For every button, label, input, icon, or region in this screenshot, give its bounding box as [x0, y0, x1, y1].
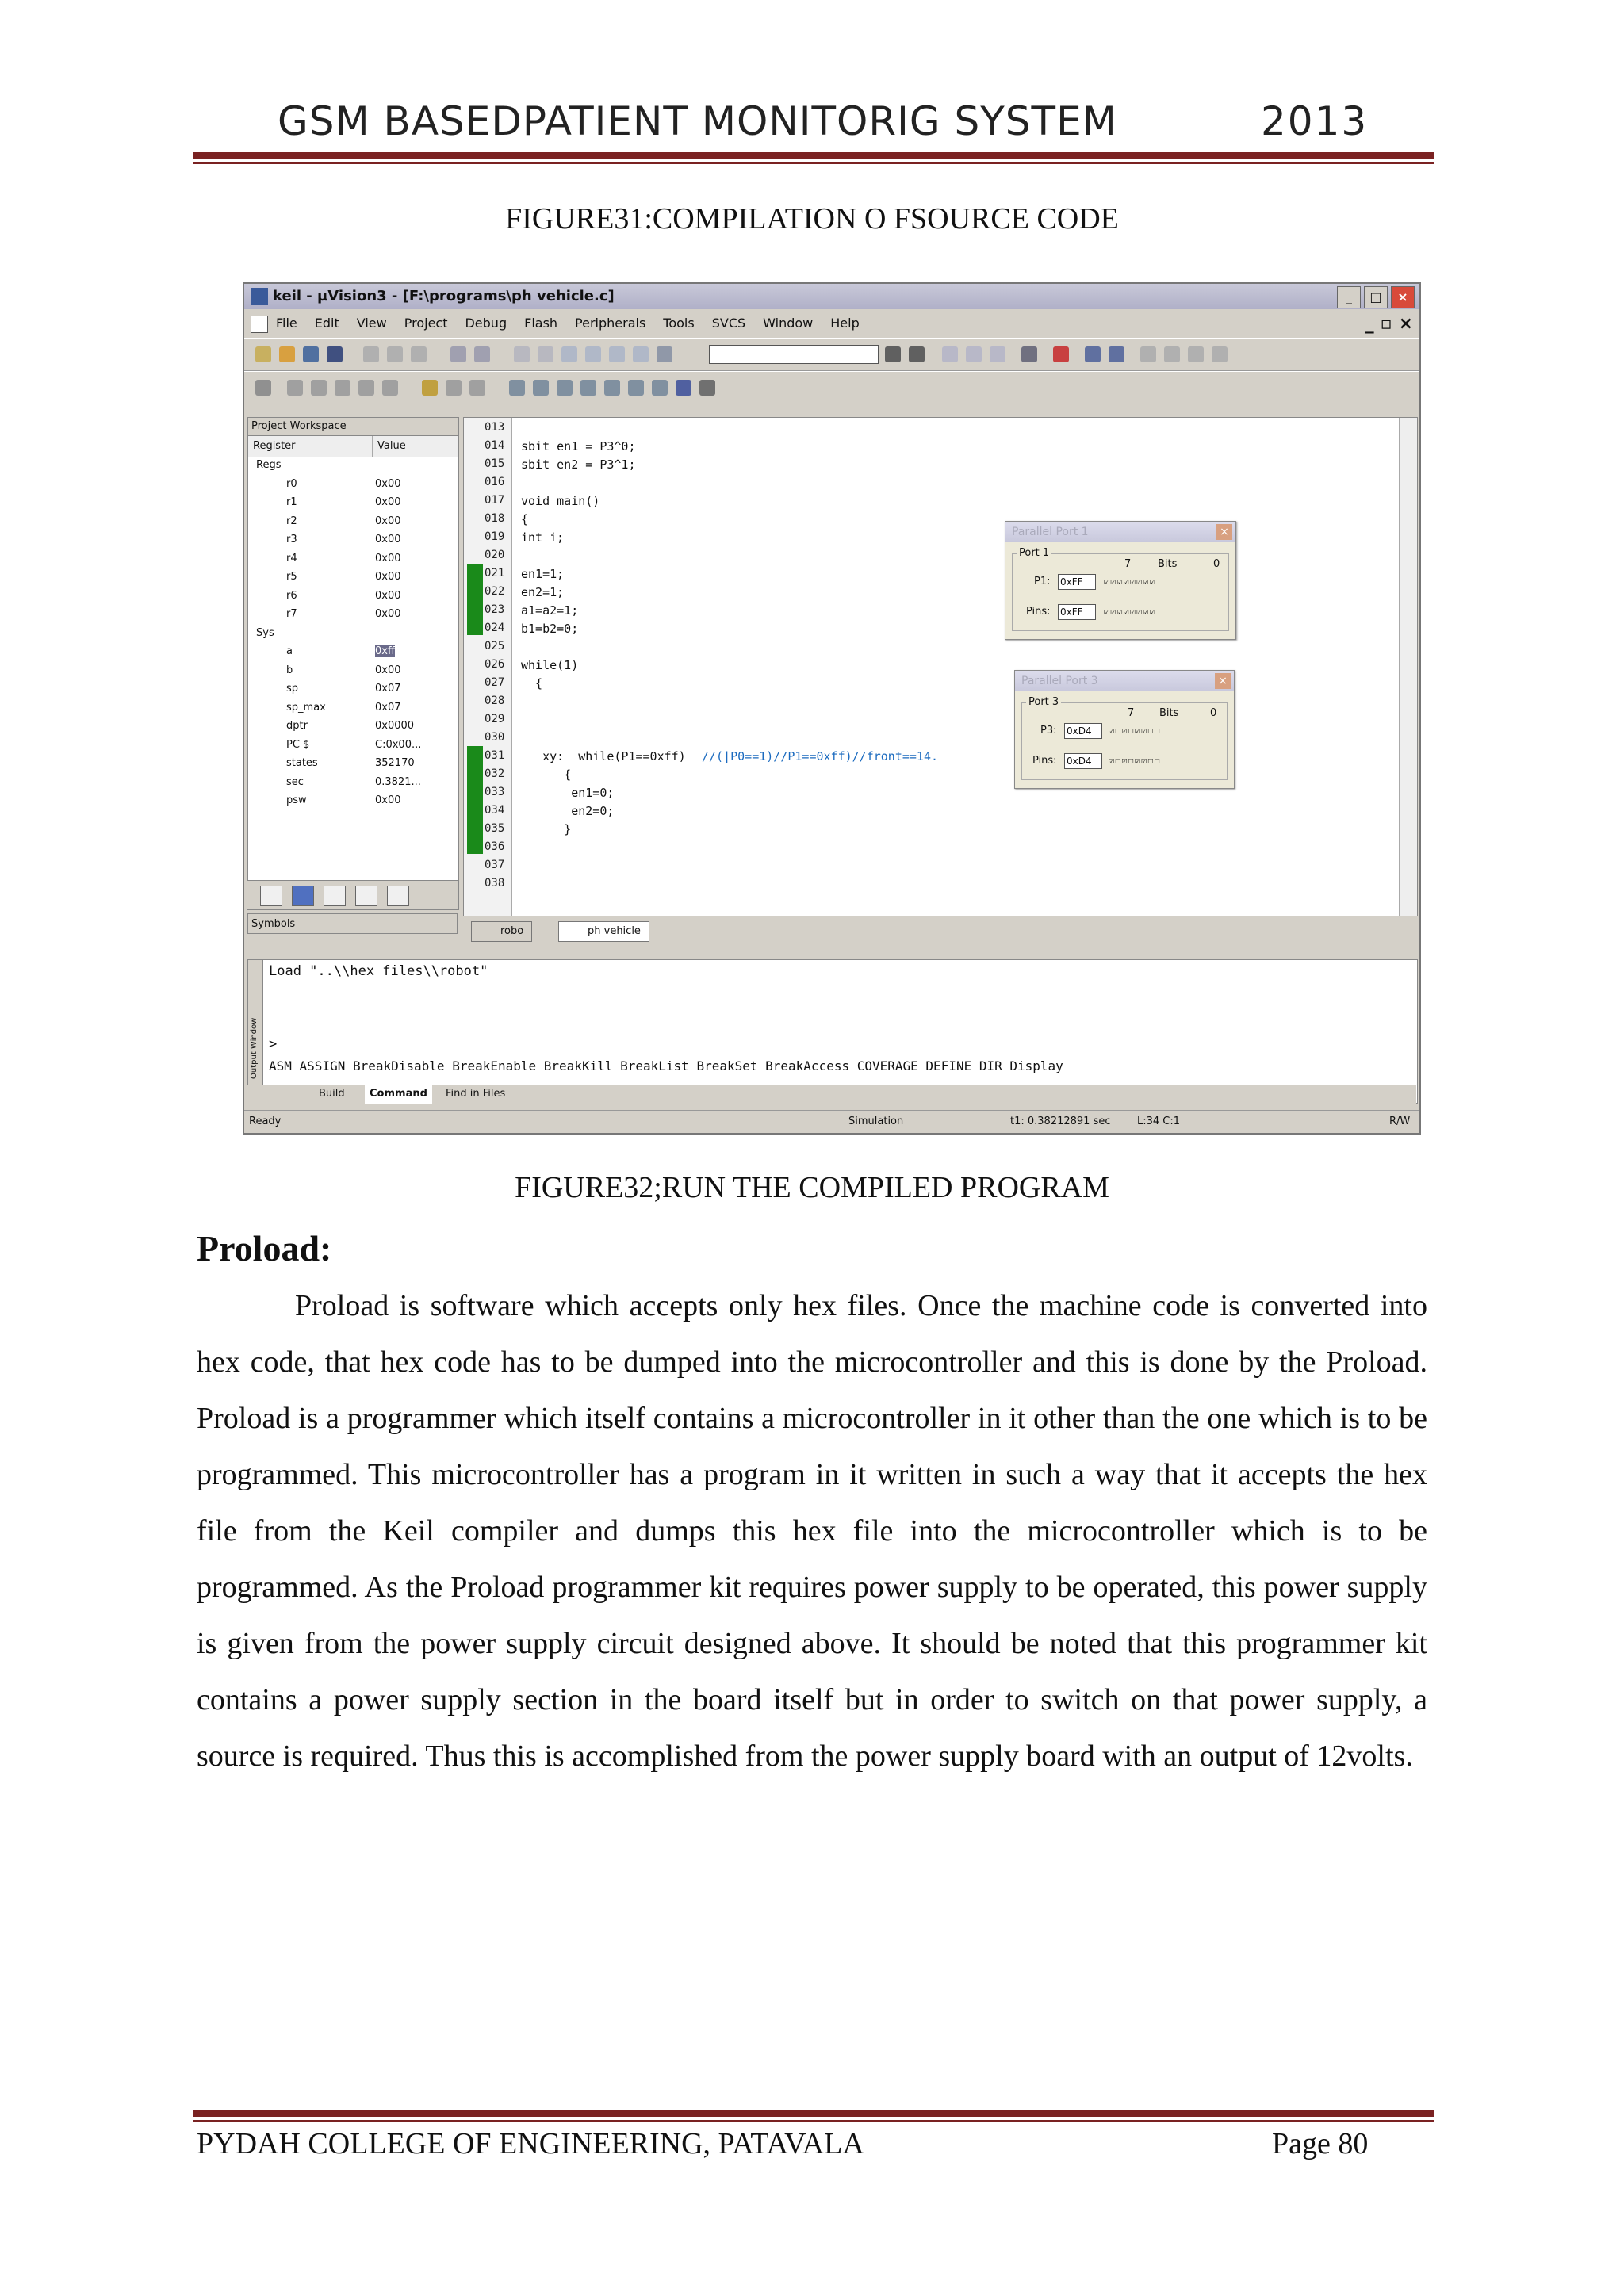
line-gutter: [464, 418, 512, 916]
line-number: 038: [485, 877, 505, 890]
command-list: ASM ASSIGN BreakDisable BreakEnable BreakKill BreakList BreakSet BreakAccess COVERAGE DEFINE DIR Display: [269, 1058, 1063, 1073]
output-window-side-label: Output Window: [250, 1017, 259, 1079]
port3-pins-input[interactable]: 0xD4: [1064, 753, 1102, 769]
register-name[interactable]: r0: [286, 477, 297, 490]
logic-analyzer-icon[interactable]: [580, 380, 596, 396]
menu-edit[interactable]: Edit: [314, 316, 339, 331]
ide-statusbar: [244, 1110, 1419, 1133]
serial-icon[interactable]: [557, 380, 573, 396]
menu-file[interactable]: File: [276, 316, 297, 331]
debug-session-icon[interactable]: [1053, 346, 1069, 362]
command-prompt[interactable]: >: [269, 1036, 278, 1052]
register-value: 0x00: [375, 608, 401, 620]
help-icon[interactable]: [1212, 346, 1228, 362]
menu-tools[interactable]: Tools: [663, 316, 695, 331]
line-number: 024: [485, 622, 505, 634]
register-name[interactable]: b: [286, 664, 293, 676]
register-name[interactable]: dptr: [286, 720, 308, 732]
back-arrow-icon[interactable]: [942, 346, 958, 362]
ide-titlebar: [244, 284, 1419, 309]
line-number: 014: [485, 439, 505, 452]
stop-icon[interactable]: [311, 380, 327, 396]
register-value: 0x00: [375, 534, 401, 545]
parallel-port-3-dialog[interactable]: [1014, 670, 1235, 789]
register-value: 0x0000: [375, 720, 415, 732]
ide-window-title: keil - µVision3 - [F:\programs\ph vehicle.c]: [273, 288, 615, 304]
register-name[interactable]: r3: [286, 534, 297, 545]
port1-group-label: Port 1: [1017, 547, 1051, 559]
keil-app-icon: [251, 288, 268, 305]
register-value: 0x00: [375, 515, 401, 527]
line-number: 029: [485, 713, 505, 725]
register-value: 0x00: [375, 589, 401, 602]
maximize-button[interactable]: □: [1364, 286, 1388, 308]
register-value: C:0x00...: [375, 738, 422, 751]
step-over-icon[interactable]: [358, 380, 374, 396]
line-number: 030: [485, 731, 505, 744]
indent-icon[interactable]: [514, 346, 530, 362]
outdent-icon[interactable]: [538, 346, 553, 362]
parallel-port-1-dialog[interactable]: [1005, 521, 1236, 640]
step-out-icon[interactable]: [382, 380, 398, 396]
status-mode: Simulation: [848, 1115, 904, 1127]
line-number: 025: [485, 640, 505, 652]
code-line: b1=b2=0;: [521, 622, 579, 636]
editor-vertical-scrollbar[interactable]: [1399, 418, 1417, 916]
port1-pins-label: Pins:: [1026, 606, 1051, 618]
mdi-minimize-button[interactable]: _: [1365, 314, 1374, 334]
status-time: t1: 0.38212891 sec: [1010, 1115, 1111, 1127]
code-line: }: [521, 822, 572, 836]
cut-icon[interactable]: [363, 346, 379, 362]
disassembly-icon[interactable]: [469, 380, 485, 396]
port1-p-label: P1:: [1034, 576, 1051, 587]
footer-page-number: Page 80: [1272, 2127, 1369, 2160]
redo-icon[interactable]: [474, 346, 490, 362]
register-name[interactable]: r2: [286, 515, 297, 527]
debug-toolbar: [244, 371, 1419, 404]
port1-bit-high: 7: [1124, 558, 1132, 570]
code-comment: //(|P0==1)//P1==0xff)//front==14.: [702, 749, 939, 763]
port1-title: Parallel Port 1: [1005, 522, 1235, 542]
port1-close-icon[interactable]: ×: [1216, 524, 1232, 540]
minimize-button[interactable]: _: [1337, 286, 1361, 308]
window-icon[interactable]: [1085, 346, 1101, 362]
code-line: en2=0;: [521, 804, 615, 818]
line-number: 015: [485, 457, 505, 470]
line-number: 031: [485, 749, 505, 762]
value-column-header[interactable]: Value: [377, 440, 406, 452]
register-value: 0x07: [375, 683, 401, 695]
menu-flash[interactable]: Flash: [524, 316, 558, 331]
register-value: 0x00: [375, 571, 401, 583]
menu-view[interactable]: View: [356, 316, 387, 331]
register-name[interactable]: r1: [286, 496, 297, 508]
port1-bits-label: Bits: [1158, 558, 1178, 570]
line-number: 021: [485, 567, 505, 580]
memory-icon[interactable]: [533, 380, 549, 396]
figure31-caption: FIGURE31:COMPILATION O FSOURCE CODE: [505, 202, 1119, 235]
register-name[interactable]: states: [286, 757, 318, 769]
code-line: xy: while(P1==0xff): [521, 749, 686, 763]
workspace-header: Project Workspace: [248, 418, 458, 436]
line-number: 022: [485, 585, 505, 598]
register-value: 0x00: [375, 664, 401, 676]
port3-bits-label: Bits: [1159, 707, 1179, 719]
reset-icon[interactable]: [255, 380, 271, 396]
mdi-restore-button[interactable]: ▫: [1380, 314, 1392, 334]
register-name[interactable]: Sys: [256, 626, 274, 639]
output-window[interactable]: [247, 959, 1418, 1104]
step-into-icon[interactable]: [335, 380, 350, 396]
footer-rule-thin: [193, 2120, 1434, 2122]
options-icon[interactable]: [1188, 346, 1204, 362]
register-name[interactable]: Regs: [256, 459, 282, 471]
line-number: 020: [485, 549, 505, 561]
prev-bookmark-icon[interactable]: [609, 346, 625, 362]
section-paragraph: Proload is software which accepts only hex files. Once the machine code is converted into hex code, that hex code has to be dumped into the microcontroller and this is done by the Proload. Proload is a programmer which itself contains a microcontroller in it other than the one which is to be programmed. This microcontroller has a program in it written in such a way that it accepts the hex file from the Keil compiler and dumps this hex file into the microcontroller which is to be programmed. As the Proload programmer kit requires power supply to be operated, this power supply is given from the power supply circuit designed above. It should be noted that this programmer kit contains a power supply section in the board itself but in order to switch on that power supply, a source is required. Thus this is accomplished from the power supply board with an output of 12volts.: [197, 1289, 1427, 1773]
status-ready: Ready: [249, 1115, 282, 1127]
print-icon[interactable]: [1021, 346, 1037, 362]
show-next-statement-icon[interactable]: [446, 380, 462, 396]
line-number: 037: [485, 859, 505, 871]
figure32-caption: FIGURE32;RUN THE COMPILED PROGRAM: [515, 1171, 1109, 1204]
code-line: a1=a2=1;: [521, 603, 579, 618]
performance-icon[interactable]: [604, 380, 620, 396]
bookmark-icon[interactable]: [561, 346, 577, 362]
line-number: 016: [485, 476, 505, 488]
line-number: 033: [485, 786, 505, 798]
code-line: int i;: [521, 530, 565, 545]
line-number: 027: [485, 676, 505, 689]
coverage-mark: [467, 746, 483, 854]
register-value: 0x00: [375, 477, 401, 490]
code-line: {: [521, 676, 543, 691]
new-file-icon[interactable]: [255, 346, 271, 362]
find-combo-input[interactable]: [709, 345, 879, 364]
windows-icon[interactable]: [1109, 346, 1124, 362]
line-number: 017: [485, 494, 505, 507]
save-all-icon[interactable]: [327, 346, 343, 362]
port3-pins-label: Pins:: [1032, 755, 1057, 767]
symbols-panel-header[interactable]: Symbols: [247, 913, 458, 934]
port3-p-label: P3:: [1040, 725, 1057, 737]
code-line: while(1): [521, 658, 579, 672]
footer-college: PYDAH COLLEGE OF ENGINEERING, PATAVALA: [197, 2127, 864, 2160]
port3-bit-high: 7: [1128, 707, 1135, 719]
port3-group-label: Port 3: [1026, 696, 1061, 708]
menu-svcs[interactable]: SVCS: [711, 316, 746, 331]
open-folder-icon[interactable]: [279, 346, 295, 362]
register-value: 0x00: [375, 496, 401, 508]
register-value: 0x07: [375, 701, 401, 714]
code-line: sbit en2 = P3^1;: [521, 457, 636, 472]
register-value: 352170: [375, 757, 415, 769]
templates-tab-icon[interactable]: [387, 886, 409, 906]
output-tab-command[interactable]: Command: [365, 1085, 432, 1104]
register-name[interactable]: r4: [286, 552, 297, 564]
find-in-files-icon[interactable]: [657, 346, 672, 362]
port1-bit-checkboxes[interactable]: ☑☑☑☑☑☑☑☑: [1104, 576, 1156, 587]
binoculars-icon[interactable]: [909, 346, 925, 362]
port3-close-icon[interactable]: ×: [1215, 673, 1231, 689]
line-number: 026: [485, 658, 505, 671]
running-header-year: 2013: [1261, 98, 1369, 144]
port3-bit-low: 0: [1210, 707, 1217, 719]
register-value: 0x00: [375, 552, 401, 564]
find-icon[interactable]: [885, 346, 901, 362]
project-workspace-panel: [247, 417, 459, 910]
port1-pin-checkboxes[interactable]: ☑☑☑☑☑☑☑☑: [1104, 606, 1156, 617]
browse-icon[interactable]: [990, 346, 1005, 362]
line-number: 018: [485, 512, 505, 525]
section-heading: Proload:: [197, 1228, 332, 1269]
menu-project[interactable]: Project: [404, 316, 448, 331]
toolbox-icon[interactable]: [652, 380, 668, 396]
code-line: en2=1;: [521, 585, 565, 599]
save-icon[interactable]: [303, 346, 319, 362]
output-tab-find-in-files[interactable]: Find in Files: [446, 1088, 506, 1100]
ide-menubar: [244, 311, 1419, 336]
register-name[interactable]: a: [286, 645, 293, 657]
port3-bit-checkboxes[interactable]: ☑☐☑☐☑☑☐☐: [1109, 725, 1161, 736]
keil-ide-screenshot: [243, 282, 1421, 1135]
clear-bookmark-icon[interactable]: [633, 346, 649, 362]
register-name[interactable]: r7: [286, 608, 297, 620]
code-line: sbit en1 = P3^0;: [521, 439, 636, 453]
editor-tabs: [463, 920, 1416, 943]
editor-tab-ph-vehicle[interactable]: ph vehicle: [558, 921, 649, 942]
line-number: 035: [485, 822, 505, 835]
line-number: 036: [485, 840, 505, 853]
code-coverage-icon[interactable]: [628, 380, 644, 396]
workspace-tabs: [247, 880, 458, 909]
menu-peripherals[interactable]: Peripherals: [575, 316, 646, 331]
run-icon[interactable]: [287, 380, 303, 396]
port1-group: [1012, 553, 1229, 631]
config-icon[interactable]: [1140, 346, 1156, 362]
line-number: 028: [485, 695, 505, 707]
output-tab-build[interactable]: Build: [319, 1088, 345, 1100]
code-line: en1=0;: [521, 786, 615, 800]
menu-help[interactable]: Help: [830, 316, 860, 331]
coverage-mark: [467, 564, 483, 635]
watch-icon[interactable]: [509, 380, 525, 396]
register-value: 0.3821...: [375, 775, 421, 788]
output-load-line: Load "..\\hex files\\robot": [269, 963, 488, 979]
register-name[interactable]: sp: [286, 683, 299, 695]
code-line: void main(): [521, 494, 600, 508]
register-column-header[interactable]: Register: [248, 436, 373, 457]
line-number: 023: [485, 603, 505, 616]
port1-value-input[interactable]: 0xFF: [1058, 574, 1096, 590]
files-tab-icon[interactable]: [260, 886, 282, 906]
code-line: en1=1;: [521, 567, 565, 581]
copy-icon[interactable]: [387, 346, 403, 362]
register-name[interactable]: PC $: [286, 738, 310, 751]
arrow-icon[interactable]: [699, 380, 715, 396]
editor-tab-robo[interactable]: robo: [471, 921, 532, 942]
code-line: {: [521, 767, 572, 782]
mdi-close-button[interactable]: ×: [1398, 314, 1413, 334]
running-header-title: GSM BASEDPATIENT MONITORIG SYSTEM: [278, 98, 1117, 144]
port3-pin-checkboxes[interactable]: ☑☐☑☐☑☑☐☐: [1109, 755, 1161, 766]
port3-title: Parallel Port 3: [1015, 671, 1234, 691]
register-name[interactable]: psw: [286, 794, 307, 806]
paste-icon[interactable]: [411, 346, 427, 362]
output-tabs: [247, 1085, 1416, 1104]
code-editor[interactable]: [463, 417, 1418, 916]
undo-icon[interactable]: [450, 346, 466, 362]
registers-tab-icon[interactable]: [292, 886, 314, 906]
code-line: {: [521, 512, 529, 526]
output-window-sidebar: [248, 960, 263, 1103]
line-number: 019: [485, 530, 505, 543]
register-value: 0x00: [375, 794, 401, 806]
books-tab-icon[interactable]: [324, 886, 346, 906]
file-toolbar: [244, 338, 1419, 371]
footer-rule-thick: [193, 2110, 1434, 2117]
status-rw: R/W: [1389, 1115, 1411, 1127]
functions-tab-icon[interactable]: [355, 886, 377, 906]
close-button[interactable]: ×: [1391, 286, 1415, 308]
workspace-columns: [248, 436, 458, 457]
port1-bit-low: 0: [1213, 558, 1220, 570]
port3-value-input[interactable]: 0xD4: [1064, 723, 1102, 739]
next-bookmark-icon[interactable]: [585, 346, 601, 362]
tools-icon[interactable]: [1164, 346, 1180, 362]
run-to-cursor-icon[interactable]: [422, 380, 438, 396]
port1-pins-input[interactable]: 0xFF: [1058, 604, 1096, 620]
status-position: L:34 C:1: [1137, 1115, 1181, 1127]
header-rule-thin: [193, 162, 1434, 164]
register-value: 0xff: [375, 645, 395, 657]
line-number: 013: [485, 421, 505, 434]
register-name[interactable]: r6: [286, 589, 297, 602]
port3-group: [1021, 702, 1228, 780]
output-window-icon[interactable]: [676, 380, 691, 396]
register-name[interactable]: sec: [286, 775, 304, 788]
register-name[interactable]: r5: [286, 571, 297, 583]
line-number: 032: [485, 767, 505, 780]
register-name[interactable]: sp_max: [286, 701, 326, 714]
mdi-controls: [1365, 314, 1413, 334]
menu-window[interactable]: Window: [763, 316, 814, 331]
header-rule-thick: [193, 152, 1434, 159]
menu-debug[interactable]: Debug: [465, 316, 508, 331]
line-number: 034: [485, 804, 505, 817]
forward-arrow-icon[interactable]: [966, 346, 982, 362]
